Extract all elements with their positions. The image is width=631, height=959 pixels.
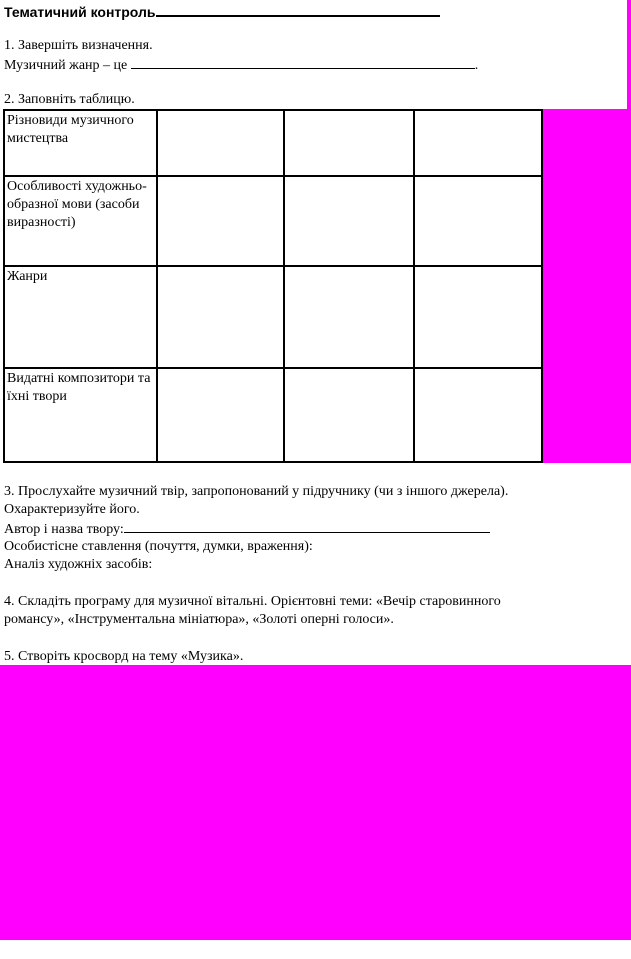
q3-line-1: 3. Прослухайте музичний твір, запропонований у підручнику (чи з іншого джерела). (4, 484, 509, 499)
table-row (4, 176, 542, 266)
table-cell[interactable] (414, 176, 542, 266)
row-label: Різновиди музичного мистецтва (4, 110, 157, 176)
q3-line-2: Охарактеризуйте його. (4, 502, 140, 517)
magenta-right-strip (627, 0, 631, 109)
q4-line-2: романсу», «Інструментальна мініатюра», «Золоті оперні голоси». (4, 612, 394, 627)
q4-line-1: 4. Складіть програму для музичної вітальні. Орієнтовні теми: «Вечір старовинного (4, 594, 501, 609)
row-label: Видатні композитори та їхні твори (4, 368, 157, 462)
q1-heading: 1. Завершіть визначення. (4, 38, 153, 53)
row-label: Жанри (4, 266, 157, 368)
bottom-white-strip (0, 940, 631, 959)
title-underline (156, 2, 440, 17)
q3-attitude: Особистісне ставлення (почуття, думки, враження): (4, 539, 313, 554)
q3-author-blank[interactable] (124, 519, 490, 533)
q1-definition-line (4, 55, 478, 75)
table-cell[interactable] (157, 176, 284, 266)
q1-prompt: Музичний жанр – це (4, 58, 128, 73)
table-cell[interactable] (414, 110, 542, 176)
table-cell[interactable] (284, 110, 414, 176)
table-row (4, 266, 542, 368)
q3-author-prompt: Автор і назва твору: (4, 522, 124, 537)
table-cell[interactable] (284, 368, 414, 462)
page-title (4, 2, 440, 21)
page-title-text: Тематичний контроль (4, 4, 156, 20)
magenta-side-panel (541, 109, 631, 463)
q2-table (3, 109, 543, 463)
q5-line-1: 5. Створіть кросворд на тему «Музика». (4, 649, 244, 664)
row-label: Особливості художньо-образної мови (засоби виразності) (4, 176, 157, 266)
table-cell[interactable] (157, 368, 284, 462)
table-cell[interactable] (284, 266, 414, 368)
table-row (4, 368, 542, 462)
magenta-bottom-panel (0, 665, 631, 940)
table-cell[interactable] (414, 266, 542, 368)
q2-heading: 2. Заповніть таблицю. (4, 92, 135, 107)
q3-author-line (4, 519, 490, 539)
table-cell[interactable] (157, 266, 284, 368)
q1-answer-blank[interactable] (131, 55, 475, 69)
q1-end: . (474, 58, 479, 73)
table-cell[interactable] (284, 176, 414, 266)
table-cell[interactable] (414, 368, 542, 462)
q3-analysis: Аналіз художніх засобів: (4, 557, 153, 572)
table-row (4, 110, 542, 176)
table-cell[interactable] (157, 110, 284, 176)
